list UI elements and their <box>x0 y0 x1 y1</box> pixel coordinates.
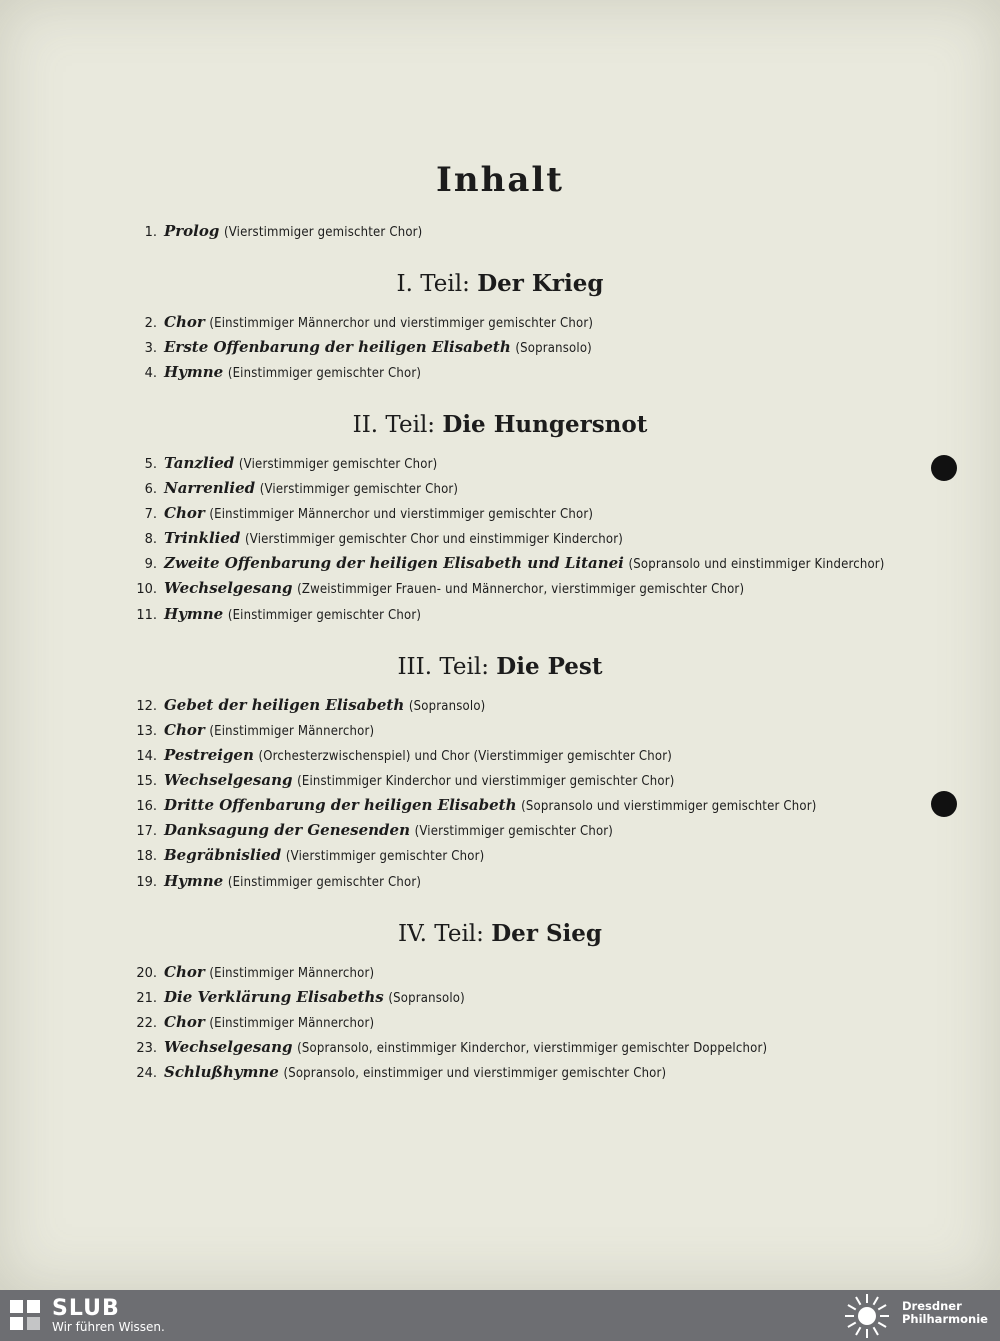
entry-title: Hymne <box>164 363 224 381</box>
entry-description: (Vierstimmiger gemischter Chor) <box>285 849 485 864</box>
entry-description: (Einstimmiger gemischter Chor) <box>227 608 422 623</box>
entry-number: 20. <box>136 966 157 981</box>
entry-number: 1. <box>144 225 157 240</box>
entry-description: (Einstimmiger gemischter Chor) <box>227 366 422 381</box>
entry-title: Dritte Offenbarung der heiligen Elisabeth <box>164 796 517 814</box>
toc-entry <box>0 452 437 474</box>
toc-entry <box>0 336 592 358</box>
entry-number: 3. <box>144 341 157 356</box>
entry-number: 5. <box>144 457 157 472</box>
entry-title: Schlußhymne <box>164 1063 279 1081</box>
punch-hole <box>931 455 957 481</box>
part-number: I. Teil: <box>396 271 470 297</box>
entry-number: 2. <box>144 316 157 331</box>
entry-description: (Einstimmiger Männerchor) <box>209 966 375 981</box>
part-heading <box>0 920 1000 947</box>
entry-title: Prolog <box>164 222 220 240</box>
partner-name[interactable] <box>902 1300 988 1326</box>
entry-title: Erste Offenbarung der heiligen Elisabeth <box>164 338 511 356</box>
entry-number: 24. <box>136 1066 157 1081</box>
entry-description: (Sopransolo, einstimmiger Kinderchor, vierstimmiger gemischter Doppelchor) <box>297 1041 768 1056</box>
entry-description: (Vierstimmiger gemischter Chor) <box>414 824 614 839</box>
entry-description: (Einstimmiger Männerchor und vierstimmiger gemischter Chor) <box>209 507 594 522</box>
entry-number: 23. <box>136 1041 157 1056</box>
entry-description: (Sopransolo) <box>408 699 486 714</box>
entry-title: Hymne <box>164 605 224 623</box>
entry-number: 17. <box>136 824 157 839</box>
entry-title: Danksagung der Genesenden <box>164 821 410 839</box>
toc-entry <box>0 1061 666 1083</box>
entry-title: Chor <box>164 1013 205 1031</box>
entry-number: 11. <box>136 608 157 623</box>
entry-description: (Sopransolo) <box>388 991 465 1006</box>
part-heading <box>0 270 1000 297</box>
entry-description: (Vierstimmiger gemischter Chor) <box>238 457 438 472</box>
punch-hole <box>931 791 957 817</box>
entry-description: (Sopransolo, einstimmiger und vierstimmiger gemischter Chor) <box>283 1066 667 1081</box>
entry-title: Wechselgesang <box>164 1038 293 1056</box>
entry-number: 13. <box>136 724 157 739</box>
entry-number: 9. <box>144 557 157 572</box>
toc-entry <box>0 986 465 1008</box>
toc-entry <box>0 719 374 741</box>
entry-description: (Einstimmiger gemischter Chor) <box>227 875 422 890</box>
entry-number: 8. <box>144 532 157 547</box>
entry-number: 22. <box>136 1016 157 1031</box>
part-number: IV. Teil: <box>397 921 484 947</box>
entry-title: Gebet der heiligen Elisabeth <box>164 696 405 714</box>
toc-entry <box>0 794 817 816</box>
partner-name-line2: Philharmonie <box>902 1312 988 1326</box>
part-heading <box>0 411 1000 438</box>
slub-logo-icon <box>10 1300 40 1330</box>
entry-title: Pestreigen <box>164 746 254 764</box>
toc-entry <box>0 603 421 625</box>
toc-entry <box>0 819 613 841</box>
part-name: Der Krieg <box>477 270 604 297</box>
entry-description: (Einstimmiger Kinderchor und vierstimmiger gemischter Chor) <box>297 774 675 789</box>
entry-title: Chor <box>164 313 205 331</box>
toc-entry <box>0 961 374 983</box>
toc-entry <box>0 844 484 866</box>
dresdner-philharmonie-logo-icon <box>842 1292 892 1340</box>
toc-entry <box>0 502 593 524</box>
entry-description: (Vierstimmiger gemischter Chor) <box>259 482 459 497</box>
entry-number: 15. <box>136 774 157 789</box>
entry-title: Chor <box>164 721 205 739</box>
toc-entry <box>0 577 744 599</box>
entry-title: Narrenlied <box>164 479 256 497</box>
entry-title: Wechselgesang <box>164 579 293 597</box>
toc-entry <box>0 1011 374 1033</box>
toc-entry <box>0 220 422 242</box>
entry-title: Zweite Offenbarung der heiligen Elisabeth und Litanei <box>164 554 624 572</box>
toc-entry <box>0 744 672 766</box>
page-title: Inhalt <box>436 160 564 200</box>
part-name: Die Pest <box>496 653 603 680</box>
entry-title: Wechselgesang <box>164 771 293 789</box>
entry-description: (Einstimmiger Männerchor) <box>209 724 375 739</box>
entry-number: 10. <box>136 582 157 597</box>
entry-description: (Sopransolo und einstimmiger Kinderchor) <box>628 557 885 572</box>
entry-number: 6. <box>144 482 157 497</box>
part-name: Der Sieg <box>491 920 603 947</box>
part-number: III. Teil: <box>397 654 489 680</box>
entry-description: (Sopransolo) <box>515 341 592 356</box>
entry-description: (Einstimmiger Männerchor und vierstimmiger gemischter Chor) <box>209 316 594 331</box>
part-name: Die Hungersnot <box>442 411 648 438</box>
entry-number: 4. <box>144 366 157 381</box>
toc-entry <box>0 311 593 333</box>
slub-name[interactable]: SLUB <box>52 1296 120 1321</box>
part-heading <box>0 653 1000 680</box>
entry-number: 7. <box>144 507 157 522</box>
entry-title: Tanzlied <box>164 454 235 472</box>
entry-number: 19. <box>136 875 157 890</box>
entry-number: 18. <box>136 849 157 864</box>
entry-description: (Einstimmiger Männerchor) <box>209 1016 375 1031</box>
toc-entry <box>0 552 885 574</box>
toc-entry <box>0 1036 767 1058</box>
entry-description: (Sopransolo und vierstimmiger gemischter Chor) <box>521 799 817 814</box>
entry-title: Hymne <box>164 872 224 890</box>
entry-title: Die Verklärung Elisabeths <box>164 988 384 1006</box>
footer-bar <box>0 1290 1000 1341</box>
toc-entry <box>0 694 485 716</box>
entry-description: (Vierstimmiger gemischter Chor und einstimmiger Kinderchor) <box>245 532 623 547</box>
part-number: II. Teil: <box>352 412 436 438</box>
partner-name-line1: Dresdner <box>902 1299 962 1313</box>
toc-entry <box>0 477 458 499</box>
toc-entry <box>0 870 421 892</box>
entry-number: 16. <box>136 799 157 814</box>
entry-number: 12. <box>136 699 157 714</box>
entry-title: Chor <box>164 963 205 981</box>
toc-entry <box>0 769 674 791</box>
entry-number: 14. <box>136 749 157 764</box>
entry-description: (Orchesterzwischenspiel) und Chor (Vierstimmiger gemischter Chor) <box>258 749 672 764</box>
slub-tagline: Wir führen Wissen. <box>52 1320 165 1334</box>
toc-entry <box>0 527 623 549</box>
entry-description: (Zweistimmiger Frauen- und Männerchor, vierstimmiger gemischter Chor) <box>297 582 745 597</box>
toc-entry <box>0 361 421 383</box>
entry-title: Begräbnislied <box>164 846 282 864</box>
entry-number: 21. <box>136 991 157 1006</box>
entry-title: Trinklied <box>164 529 241 547</box>
entry-description: (Vierstimmiger gemischter Chor) <box>224 225 423 240</box>
entry-title: Chor <box>164 504 205 522</box>
